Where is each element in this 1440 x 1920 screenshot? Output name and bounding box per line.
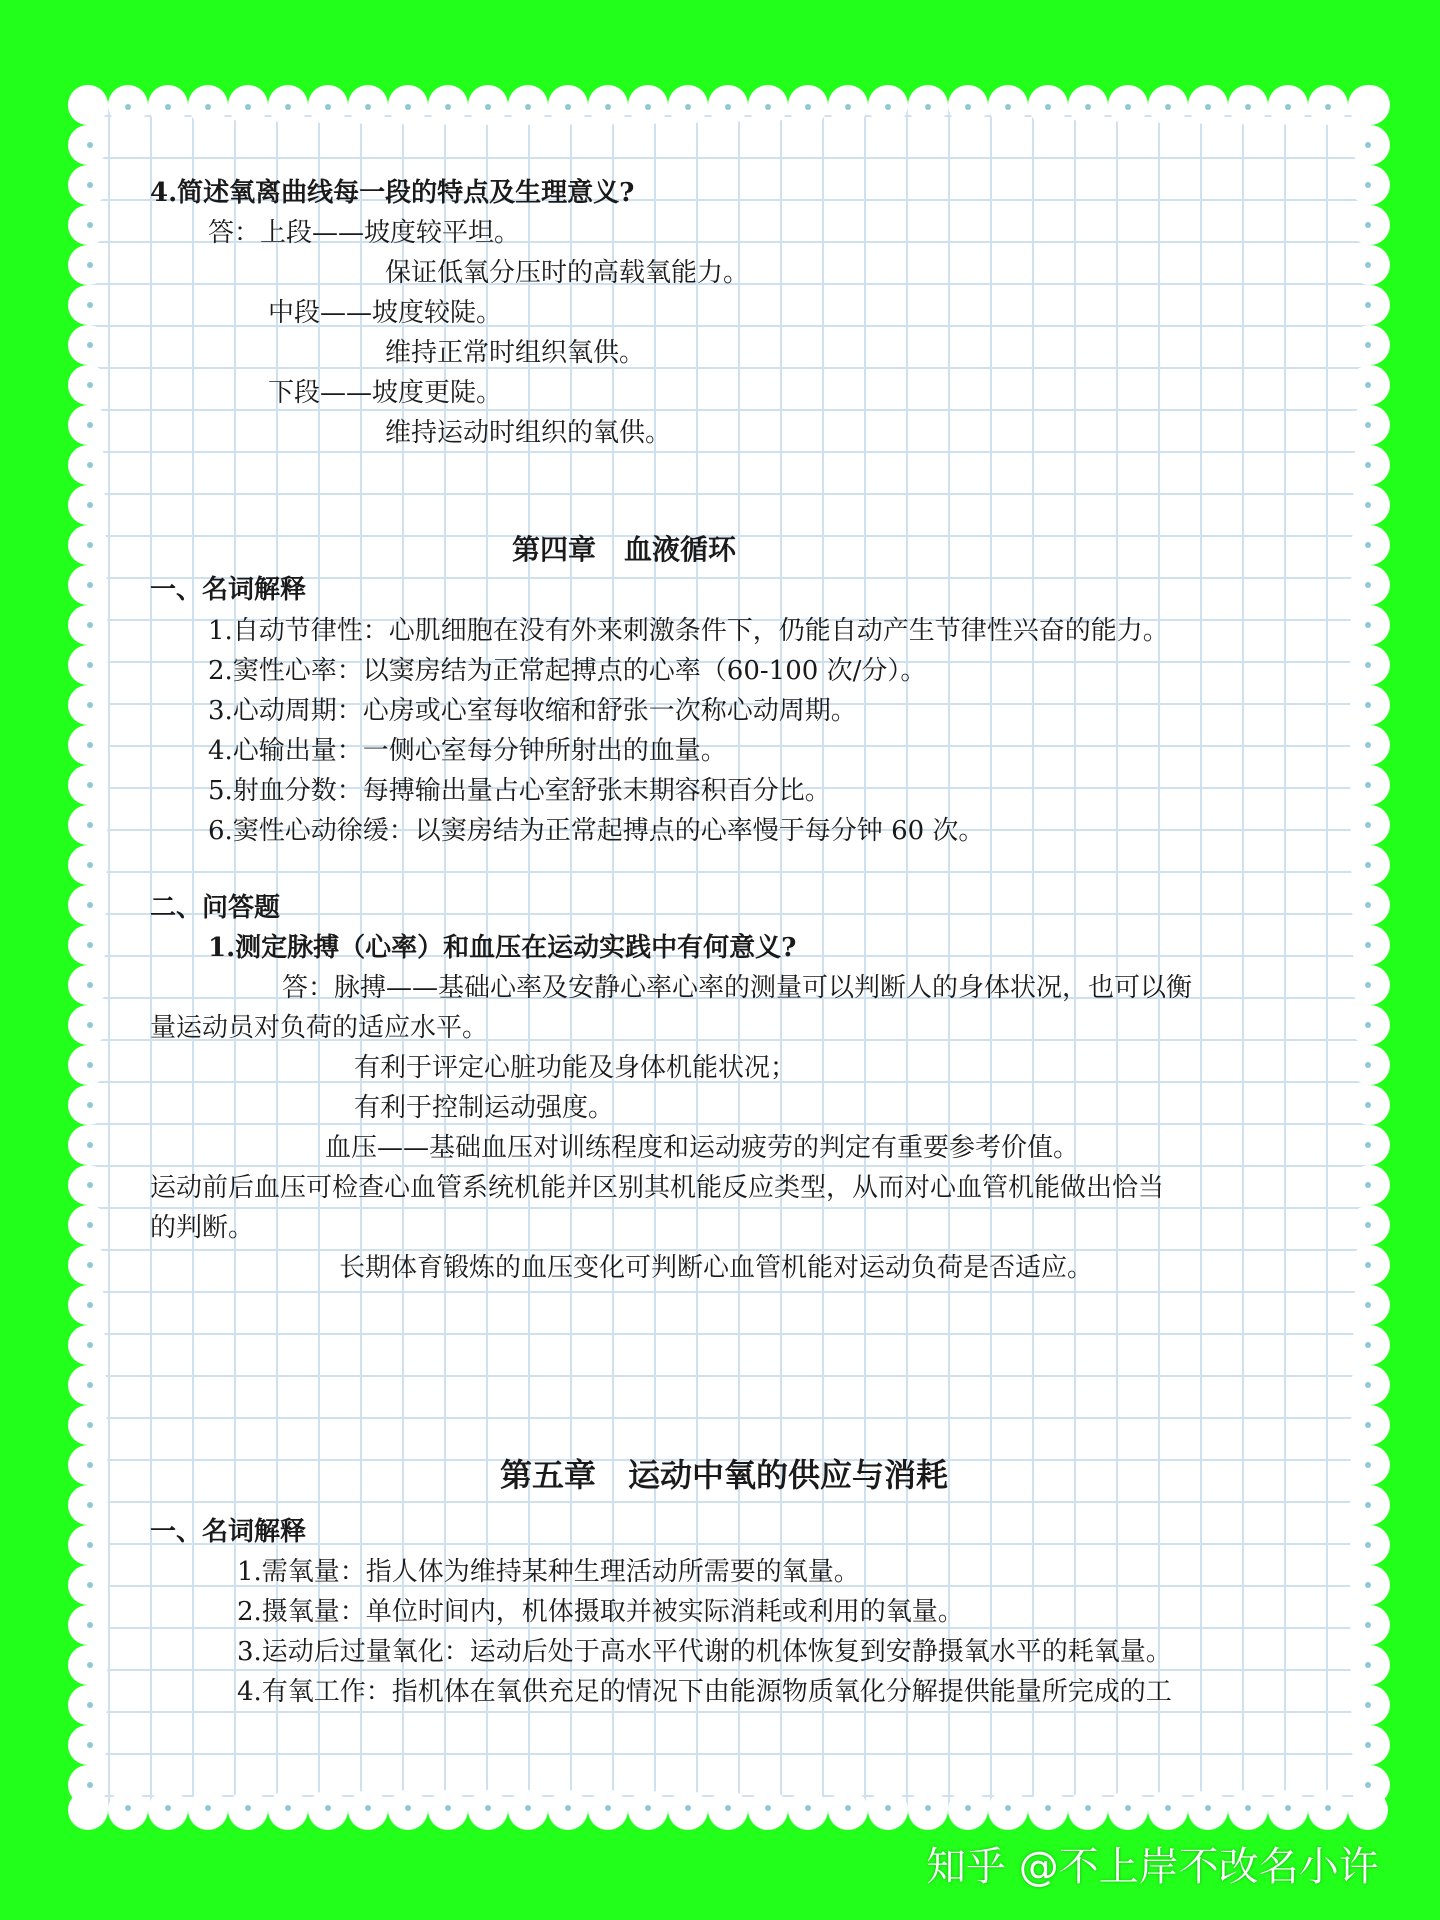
lower-segment-text: 维持运动时组织的氧供。 xyxy=(385,418,672,448)
upper-segment-label: 答：上段——坡度较平坦。 xyxy=(208,218,521,248)
term-item: 3.心动周期：心房或心室每收缩和舒张一次称心动周期。 xyxy=(208,696,857,726)
term-item: 4.有氧工作：指机体在氧供充足的情况下由能源物质氧化分解提供能量所完成的工 xyxy=(237,1677,1172,1707)
term-item: 5.射血分数：每搏输出量占心室舒张末期容积百分比。 xyxy=(208,776,831,806)
qa-question: 1.测定脉搏（心率）和血压在运动实践中有何意义? xyxy=(208,933,797,963)
qa-line: 有利于控制运动强度。 xyxy=(354,1093,615,1123)
term-item: 2.摄氧量：单位时间内，机体摄取并被实际消耗或利用的氧量。 xyxy=(237,1597,964,1627)
chapter-4-terms-heading: 一、名词解释 xyxy=(150,575,307,605)
term-item: 2.窦性心率：以窦房结为正常起搏点的心率（60-100 次/分）。 xyxy=(208,656,927,686)
qa-line: 血压——基础血压对训练程度和运动疲劳的判定有重要参考价值。 xyxy=(325,1133,1080,1163)
term-item: 6.窦性心动徐缓：以窦房结为正常起搏点的心率慢于每分钟 60 次。 xyxy=(208,816,985,846)
qa-line: 答：脉搏——基础心率及安静心率心率的测量可以判断人的身体状况，也可以衡 xyxy=(282,973,1193,1003)
chapter-4-title: 第四章 血液循环 xyxy=(512,533,737,566)
term-item: 4.心输出量：一侧心室每分钟所射出的血量。 xyxy=(208,736,727,766)
qa-line: 的判断。 xyxy=(150,1213,255,1243)
question-4-title: 4.简述氧离曲线每一段的特点及生理意义? xyxy=(150,178,635,208)
chapter-5-title: 第五章 运动中氧的供应与消耗 xyxy=(500,1456,949,1494)
qa-line: 长期体育锻炼的血压变化可判断心血管机能对运动负荷是否适应。 xyxy=(339,1253,1094,1283)
qa-line: 量运动员对负荷的适应水平。 xyxy=(150,1013,489,1043)
term-item: 1.自动节律性：心肌细胞在没有外来刺激条件下，仍能自动产生节律性兴奋的能力。 xyxy=(208,616,1169,646)
qa-line: 有利于评定心脏功能及身体机能状况； xyxy=(354,1053,797,1083)
term-item: 1.需氧量：指人体为维持某种生理活动所需要的氧量。 xyxy=(237,1557,860,1587)
middle-segment-text: 维持正常时组织氧供。 xyxy=(385,338,646,368)
zhihu-watermark: 知乎 @不上岸不改名小许 xyxy=(926,1844,1379,1890)
chapter-4-qa-heading: 二、问答题 xyxy=(150,893,281,923)
chapter-5-terms-heading: 一、名词解释 xyxy=(150,1517,307,1547)
qa-line: 运动前后血压可检查心血管系统机能并区别其机能反应类型，从而对心血管机能做出恰当 xyxy=(150,1173,1165,1203)
lower-segment-label: 下段——坡度更陡。 xyxy=(268,378,503,408)
middle-segment-label: 中段——坡度较陡。 xyxy=(268,298,503,328)
upper-segment-text: 保证低氧分压时的高载氧能力。 xyxy=(385,258,750,288)
term-item: 3.运动后过量氧化：运动后处于高水平代谢的机体恢复到安静摄氧水平的耗氧量。 xyxy=(237,1637,1172,1667)
